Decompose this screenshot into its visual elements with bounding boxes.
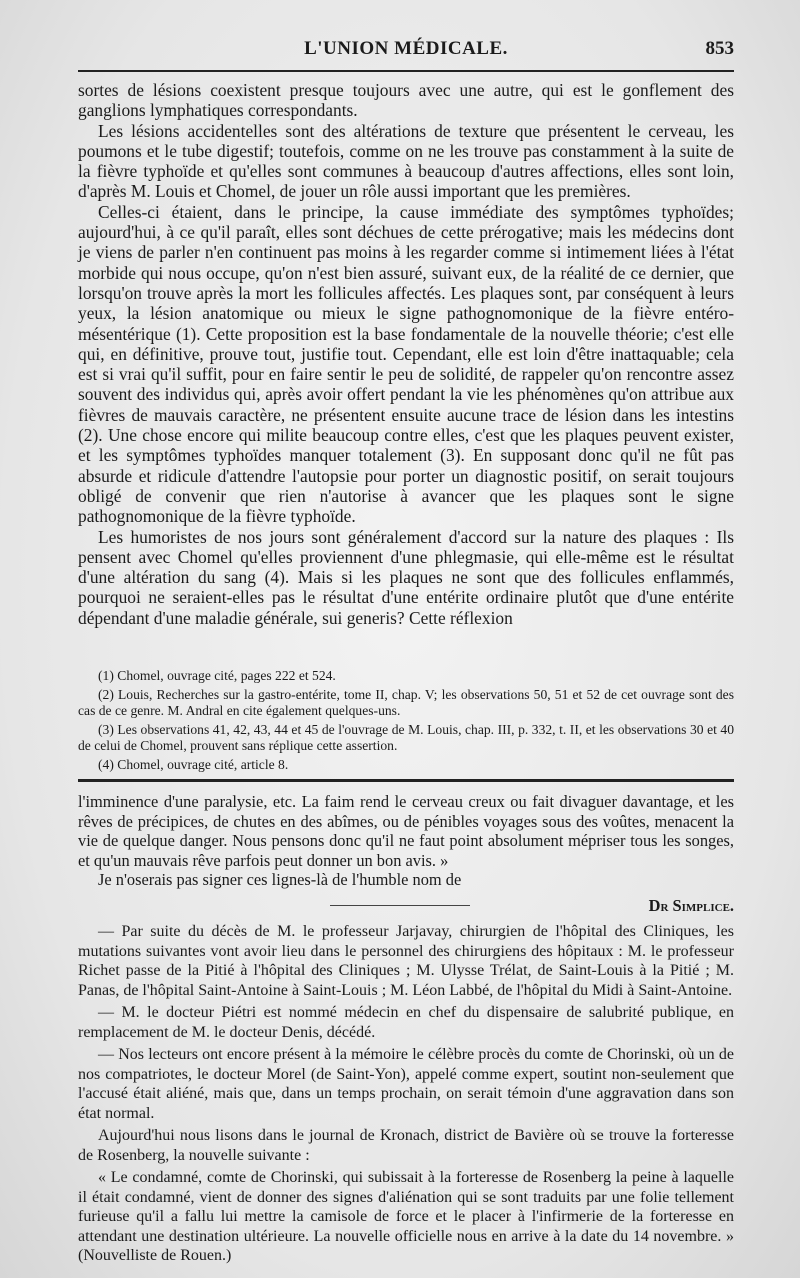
separator-rule — [330, 905, 470, 906]
page-number: 853 — [705, 38, 734, 59]
paragraph: Je n'oserais pas signer ces lignes-là de l'humble nom de — [98, 870, 462, 890]
paragraph: Les humoristes de nos jours sont généralement d'accord sur la nature des plaques : Ils pensent avec Chomel qu'elles proviennent d'une phlegmasie, qui elle-même est le résultat d'une altération du sang (4). Mais si les plaques ne sont que des follicules enflammés, pourquoi ne seraient-elles pas le résultat d'une entérite ordinaire plutôt que d'une entérite dépendant d'une maladie générale, sui generis? Cette réflexion — [78, 526, 734, 628]
footnote: (4) Chomel, ouvrage cité, article 8. — [98, 756, 289, 772]
footnote: (2) Louis, Recherches sur la gastro-entérite, tome II, chap. V; les observations 50, 51 et 52 de cet ouvrage sont des cas de ce genre. M. Andral en cite également quelques-uns. — [78, 686, 734, 719]
footnote: (3) Les observations 41, 42, 43, 44 et 45 de l'ouvrage de M. Louis, chap. III, p. 332, t. II, et les observations 30 et 40 de celui de Chomel, prouvent sans réplique cette assertion. — [78, 721, 734, 754]
paragraph: Celles-ci étaient, dans le principe, la cause immédiate des symptômes typhoïdes; aujourd'hui, à ce qu'il paraît, elles sont déchues de cette prérogative; mais les médecins dont je viens de parler n'en continuent pas moins à les regarder comme si intimement liées à l'état morbide qui nous occupe, qu'on n'est bien assuré, suivant eux, de la réalité de ce dernier, que lorsqu'on trouve après la mort les follicules affectés. Les plaques sont, par conséquent à leurs yeux, la lésion anatomique ou mieux le signe pathognomonique de la fièvre entéro-mésentérique (1). Cette proposition est la base fondamentale de la nouvelle théorie; c'est elle qui, en définitive, prouve tout, justifie tout. Cependant, elle est loin d'être inattaquable; cela est si vrai qu'il suffit, pour en faire sentir le peu de solidité, de rappeler qu'on rencontre assez souvent des individus qui, après avoir offert pendant la vie les phénomènes qu'on attribue aux fièvres de mauvais caractère, ne présentent ensuite aucune trace de lésion dans les intestins (2). Une chose encore qui milite beaucoup contre elles, c'est que les plaques peuvent exister, et les symptômes typhoïdes manquer totalement (3). En supposant donc qu'il ne fût pas absurde et ridicule d'attendre l'autopsie pour porter un diagnostic positif, on serait toujours obligé de convenir que rien n'autorise à avancer que les plaques sont le signe pathognomonique de la fièvre typhoïde. — [78, 201, 734, 527]
paragraph: l'imminence d'une paralysie, etc. La faim rend le cerveau creux ou fait divaguer davantage, et les rêves de précipices, de chutes en des abîmes, ou de pénibles voyages sous des voûtes, menacent la vie de quelque danger. Nous pensons donc qu'il ne faut point absolument mépriser tous les songes, et qu'un mauvais rêve parfois peut donner un bon avis. » — [78, 792, 734, 870]
footnote: (1) Chomel, ouvrage cité, pages 222 et 524. — [98, 668, 336, 683]
news-items — [78, 922, 734, 1264]
letter-end — [78, 792, 734, 916]
paragraph: Les lésions accidentelles sont des altérations de texture que présentent le cerveau, les poumons et le tube digestif; toutefois, comme on ne les trouve pas constamment à la suite de la fièvre typhoïde et qu'elles sont communes à beaucoup d'autres affections, elles sont loin, d'après M. Louis et Chomel, de jouer un rôle aussi important que les premières. — [78, 120, 734, 202]
news-item: Aujourd'hui nous lisons dans le journal de Kronach, district de Bavière où se trouve la forteresse de Rosenberg, la nouvelle suivante : — [78, 1127, 734, 1164]
footnotes — [78, 668, 734, 772]
section-rule — [78, 779, 734, 782]
news-item: — Nos lecteurs ont encore présent à la mémoire le célèbre procès du comte de Chorinski, où un de nos compatriotes, le docteur Morel (de Saint-Yon), appelé comme expert, soutint non-seulement que l'accusé était aliéné, mais que, dans un temps prochain, on serait témoin d'une aggravation dans son état normal. — [78, 1046, 734, 1122]
signature: Dr Simplice. — [648, 895, 734, 915]
journal-title: L'UNION MÉDICALE. — [304, 38, 508, 59]
main-text — [78, 80, 734, 660]
header-rule — [78, 70, 734, 72]
news-item: « Le condamné, comte de Chorinski, qui subissait à la forteresse de Rosenberg la peine à laquelle il était condamné, vient de donner des signes d'aliénation qui se sont traduits par une folie tellement furieuse qu'il a fallu lui mettre la camisole de force et le placer à l'infirmerie de la forteresse en attendant une destination ultérieure. La nouvelle officielle nous en arrive à la date du 14 novembre. » (Nouvelliste de Rouen.) — [78, 1169, 734, 1264]
news-item: — Par suite du décès de M. le professeur Jarjavay, chirurgien de l'hôpital des Cliniques, les mutations suivantes vont avoir lieu dans le personnel des chirurgiens des hôpitaux : M. le professeur Richet passe de la Pitié à l'hôpital des Cliniques ; M. Ulysse Trélat, de Saint-Louis à la Pitié ; M. Panas, de l'hôpital Saint-Antoine à Saint-Louis ; M. Léon Labbé, de l'hôpital du Midi à Saint-Antoine. — [78, 923, 734, 999]
page-header — [78, 38, 734, 68]
paragraph: sortes de lésions coexistent presque toujours avec une autre, qui est le gonflement des ganglions lymphatiques correspondants. — [78, 80, 734, 121]
news-item: — M. le docteur Piétri est nommé médecin en chef du dispensaire de salubrité publique, en remplacement de M. le docteur Denis, décédé. — [78, 1004, 734, 1041]
